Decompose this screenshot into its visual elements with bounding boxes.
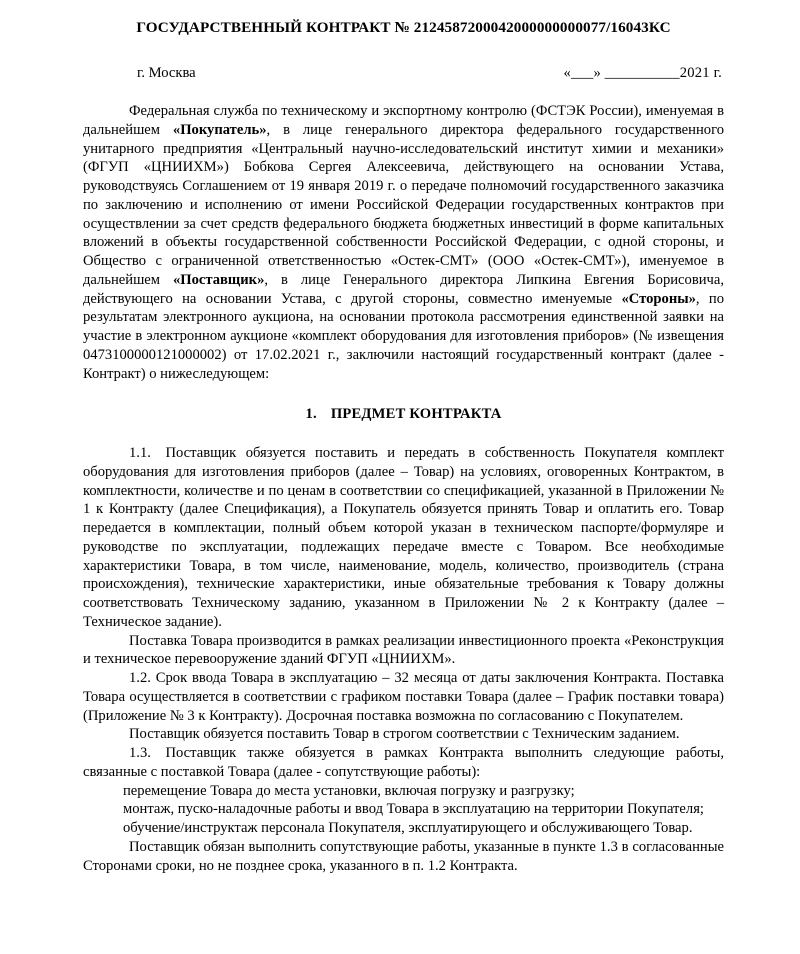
preamble-text-run: , по результатам электронного аукциона, на основании протокола рассмотрения единственной заявки на участие в электронном аукционе «комплект оборудования для изготовления приборов» (№ извещения 0473100000121000002) от 17.02.2021 г., заключили настоящий государственный контракт (далее - Контракт) о нижеследующем: (83, 290, 724, 382)
clause-1-1: 1.1. Поставщик обязуется поставить и передать в собственность Покупателя комплект оборудования для изготовления приборов (далее – Товар) на условиях, оговоренных Контрактом, в комплектности, количестве и по ценам в соответствии со спецификацией, указанной в Приложении № 1 к Контракту (далее Спецификация), а Покупатель обязуется принять Товар и оплатить его. Товар передается в комплектации, полный объем которой указан в техническом паспорте/формуляре и руководстве по эксплуатации, подлежащих передаче вместе с Товаром. Все необходимые характеристики Товара, в том числе, наименование, модель, количество, производитель (страна происхождения), технические характеристики, иные обязательные требования к Товару должны соответствовать Техническому заданию, указанном в Приложении № 2 к Контракту (далее – Техническое задание). (83, 445, 724, 630)
document-body (83, 102, 724, 875)
section-1-title: ПРЕДМЕТ КОНТРАКТА (330, 406, 502, 423)
place-date-row (83, 65, 724, 82)
date-blank-field: «___» __________2021 г. (563, 65, 722, 81)
document-title: ГОСУДАРСТВЕННЫЙ КОНТРАКТ № 2124587200042000000000077/16043КС (136, 19, 671, 36)
preamble-party-term: «Поставщик» (172, 271, 265, 288)
preamble-party-term: «Стороны» (621, 290, 696, 307)
clause-1-2: 1.2. Срок ввода Товара в эксплуатацию – 32 месяца от даты заключения Контракта. Поставка Товара осуществляется в соответствии с графиком поставки Товара (далее – График поставки товара) (Приложение № 3 к Контракту). Досрочная поставка возможна по согласованию с Покупателем. (83, 670, 724, 724)
accompanying-work-transport: перемещение Товара до места установки, включая погрузку и разгрузку; (123, 782, 575, 799)
preamble-paragraph (83, 102, 724, 383)
accompanying-work-training: обучение/инструктаж персонала Покупателя, эксплуатирующего и обслуживающего Товар. (123, 820, 693, 836)
clause-strict-compliance: Поставщик обязуется поставить Товар в строгом соответствии с Техническим заданием. (129, 726, 680, 743)
clause-1-3: 1.3. Поставщик также обязуется в рамках Контракта выполнить следующие работы, связанные с поставкой Товара (далее - сопутствующие работы): (83, 745, 724, 780)
preamble-party-term: «Покупатель» (172, 121, 267, 138)
clause-accompanying-deadline: Поставщик обязан выполнить сопутствующие работы, указанные в пункте 1.3 в согласованные Сторонами сроки, но не позднее срока, указанного в п. 1.2 Контракта. (83, 838, 724, 874)
section-1-heading (83, 405, 724, 424)
accompanying-work-installation: монтаж, пуско-наладочные работы и ввод Товара в эксплуатацию на территории Покупателя; (123, 801, 704, 818)
preamble-text-run: , в лице Генерального директора Липкина Евгения Борисовича, действующего на основании Устава, с другой стороны, совместно именуемые (83, 271, 724, 307)
place-of-signing: г. Москва (137, 65, 196, 81)
preamble-text-run: Федеральная служба по техническому и экспортному контролю (ФСТЭК России), именуемая в дальнейшем (83, 103, 724, 138)
section-1-number: 1. (305, 406, 317, 423)
preamble-text-run: , в лице генерального директора федерального государственного унитарного предприятия «Центральный научно-исследовательский институт химии и механики» (ФГУП «ЦНИИХМ») Бобкова Сергея Алексеевича, действующего на основании Устава, руководствуясь Соглашением от 19 января 2019 г. о передаче полномочий государственного заказчика по заключению и исполнению от имени Российской Федерации государственных контрактов при осуществлении за счет средств федерального бюджета бюджетных инвестиций в форме капитальных вложений в объекты государственной собственности Российской Федерации, с одной стороны, и Общество с ограниченной ответственностью «Остек-СМТ» (ООО «Остек-СМТ»), именуемое в дальнейшем (83, 121, 724, 288)
clause-investment-project: Поставка Товара производится в рамках реализации инвестиционного проекта «Реконструкция и техническое перевооружение зданий ФГУП «ЦНИИХМ». (83, 632, 724, 668)
